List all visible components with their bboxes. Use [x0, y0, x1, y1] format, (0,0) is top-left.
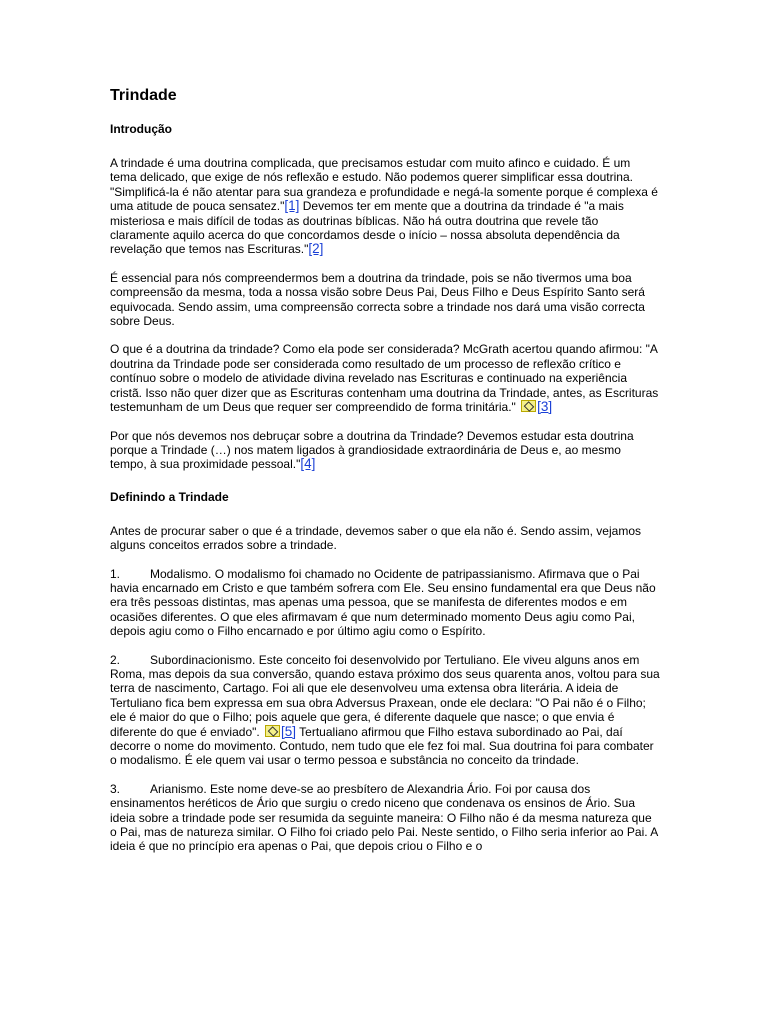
document-content	[110, 86, 660, 868]
paragraph-1-text-b: Devemos ter em mente que a doutrina da trindade é "a mais misteriosa e mais difícil de todas as doutrinas bíblicas. Não há outra doutrina que revele tão claramente aquilo acerca do que concordamos desde o início – nossa absoluta dependência da revelação que temos nas Escrituras."	[110, 199, 624, 257]
paragraph-2: É essencial para nós compreendermos bem a doutrina da trindade, pois se não tivermos uma boa compreensão da mesma, toda a nossa visão sobre Deus Pai, Deus Filho e Deus Espírito Santo será equivocada. Sendo assim, uma compreensão correcta sobre a trindade nos dará uma visão correcta sobre Deus.	[110, 270, 645, 329]
paragraph-1-text-a: A trindade é uma doutrina complicada, que precisamos estudar com muito afinco e cuidado. É um tema delicado, que exige de nós reflexão e estudo. Não podemos querer simplificar essa doutrina. "Simplificá-la é não atentar para sua grandeza e profundidade e negá-la somente porque é complexa é uma atitude de pouca sensatez."	[110, 156, 658, 214]
page-title: Trindade	[110, 87, 177, 104]
list-item-1-text: Modalismo. O modalismo foi chamado no Ocidente de patripassianismo. Afirmava que o Pai havia encarnado em Cristo e que também sofrera com Ele. Seu ensino fundamental era que Deus não era três pessoas distintas, mas apenas uma pessoa, que se manifesta de diferentes modos e em ocasiões diferentes. O que eles afirmavam é que num determinado momento Deus agiu como Pai, depois agiu como o Filho encarnado e por último agiu como o Espírito.	[110, 566, 656, 639]
footnote-link-5[interactable]: [5]	[281, 723, 297, 739]
list-item-2-text-b: Tertualiano afirmou que Filho estava subordinado ao Pai, daí decorre o nome do movimento. Contudo, nem tudo que ele fez foi mal. Sua doutrina foi para combater o modalismo. É ele quem vai usar o termo pessoa e substância no conceito da trindade.	[110, 724, 654, 768]
list-item-1	[110, 567, 660, 639]
footnote-link-4[interactable]: [4]	[300, 456, 316, 472]
paragraph-4	[110, 429, 660, 472]
footnote-link-3[interactable]: [3]	[537, 399, 553, 415]
list-item-3-text: Arianismo. Este nome deve-se ao presbítero de Alexandria Ário. Foi por causa dos ensinamentos heréticos de Ário que surgiu o credo niceno que condenava os ensinos de Ário. Sua ideia sobre a trindade pode ser resumida da seguinte maneira: O Filho não é da mesma natureza que o Pai, mas de natureza similar. O Filho foi criado pelo Pai. Neste sentido, o Filho seria inferior ao Pai. A ideia é que no princípio era apenas o Pai, que depois criou o Filho e o	[110, 781, 658, 854]
section-heading-definindo: Definindo a Trindade	[110, 489, 229, 504]
paragraph-3-text: O que é a doutrina da trindade? Como ela pode ser considerada? McGrath acertou quando afirmou: "A doutrina da Trindade pode ser considerada como resultado de um processo de reflexão crítico e contínuo sobre o modelo de atividade divina revelado nas Escrituras e continuado na experiência cristã. Isso não quer dizer que as Escrituras contenham uma doutrina da Trindade, antes, as Escrituras testemunham de um Deus que requer ser compreendido de forma trinitária."	[110, 342, 659, 415]
paragraph-3	[110, 342, 660, 414]
comment-note-icon[interactable]	[265, 725, 280, 737]
list-item-2-text-a: Subordinacionismo. Este conceito foi desenvolvido por Tertuliano. Ele viveu alguns anos em Roma, mas depois da sua conversão, quando estava próximo dos seus quarenta anos, voltou para sua terra de nascimento, Cartago. Foi ali que ele desenvolveu uma extensa obra literária. A ideia de Tertuliano fica bem expressa em sua obra Adversus Praxean, onde ele declara: "O Pai não é o Filho; ele é maior do que o Filho; pois aquele que gera, é diferente daquele que nasce; o que envia é diferente do que é enviado".	[110, 652, 660, 739]
list-item-3-number: 3.	[110, 781, 121, 796]
list-item-1-number: 1.	[110, 566, 121, 581]
list-item-3	[110, 782, 660, 854]
paragraph-4-text: Por que nós devemos nos debruçar sobre a doutrina da Trindade? Devemos estudar esta doutrina porque a Trindade (…) nos matem ligados à grandiosidade extraordinária de Deus e, ao mesmo tempo, à sua proximidade pessoal."	[110, 428, 634, 472]
footnote-link-1[interactable]: [1]	[284, 198, 300, 214]
paragraph-5: Antes de procurar saber o que é a trindade, devemos saber o que ela não é. Sendo assim, vejamos alguns conceitos errados sobre a trindade.	[110, 523, 641, 553]
footnote-link-2[interactable]: [2]	[308, 241, 324, 257]
section-heading-introducao: Introdução	[110, 122, 172, 136]
list-item-2	[110, 653, 660, 768]
comment-note-icon[interactable]	[521, 400, 536, 412]
paragraph-1	[110, 156, 660, 257]
list-item-2-number: 2.	[110, 652, 121, 667]
